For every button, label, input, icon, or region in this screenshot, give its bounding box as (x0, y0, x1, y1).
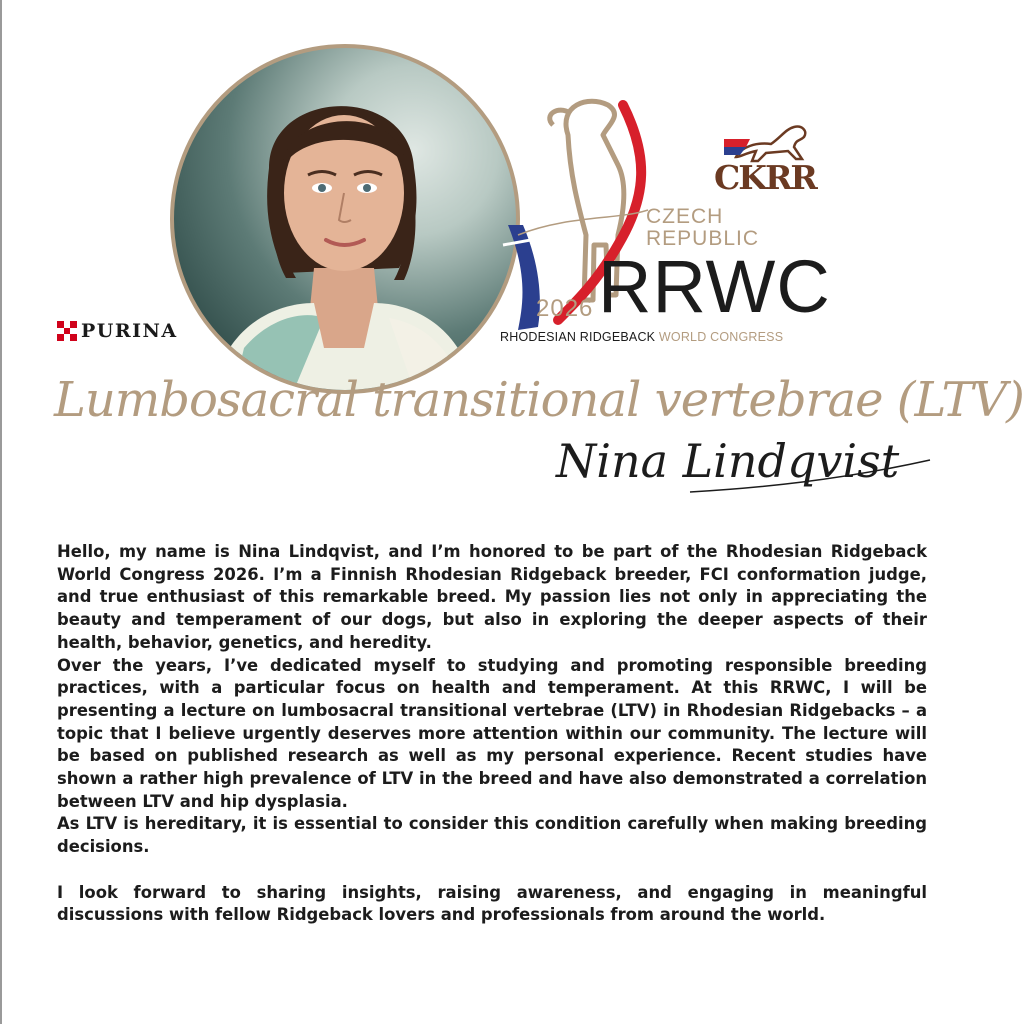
rrwc-country-line2: REPUBLIC (646, 227, 760, 250)
rrwc-fullname-part2: WORLD CONGRESS (658, 330, 784, 344)
bio-paragraph-closing: I look forward to sharing insights, raising awareness, and engaging in meaningful discussions with fellow Ridgeback lovers and professionals from around the world. (57, 882, 927, 925)
speaker-name: Nina Lindqvist (556, 434, 900, 488)
rrwc-fullname (500, 330, 783, 344)
speaker-bio (57, 541, 927, 927)
ckrr-wordmark: CKRR (714, 158, 816, 197)
purina-checkerboard-icon (57, 321, 77, 341)
rrwc-country-line1: CZECH (646, 205, 724, 228)
bio-paragraph-heredity: As LTV is hereditary, it is essential to consider this condition carefully when making breeding decisions. (57, 814, 927, 857)
speaker-portrait (170, 44, 520, 394)
bio-paragraph-lecture: Over the years, I’ve dedicated myself to studying and promoting responsible breeding practices, with a particular focus on health and temperament. At this RRWC, I will be presenting a lecture on lumbosacral transitional vertebrae (LTV) in Rhodesian Ridgebacks – a topic that I believe urgently deserves more attention within our community. The lecture will be based on published research as well as my personal experience. Recent studies have shown a rather high prevalence of LTV in the breed and have also demonstrated a correlation between LTV and hip dysplasia. (57, 655, 927, 811)
rrwc-fullname-part1: RHODESIAN RIDGEBACK (500, 330, 656, 344)
page-border (0, 0, 2, 1024)
purina-logo (57, 320, 178, 342)
bio-paragraph-intro: Hello, my name is Nina Lindqvist, and I’m honored to be part of the Rhodesian Ridgeback World Congress 2026. I’m a Finnish Rhodesian Ridgeback breeder, FCI conformation judge, and true enthusiast of this remarkable breed. My passion lies not only in appreciating the beauty and temperament of our dogs, but also in exploring the deeper aspects of their health, behavior, genetics, and heredity. (57, 542, 927, 652)
purina-wordmark: PURINA (81, 320, 178, 342)
rrwc-country (646, 206, 759, 250)
rrwc-wordmark: RRWC (598, 245, 831, 328)
lecture-title: Lumbosacral transitional vertebrae (LTV) (54, 372, 1024, 428)
rrwc-year: 2026 (536, 295, 594, 322)
